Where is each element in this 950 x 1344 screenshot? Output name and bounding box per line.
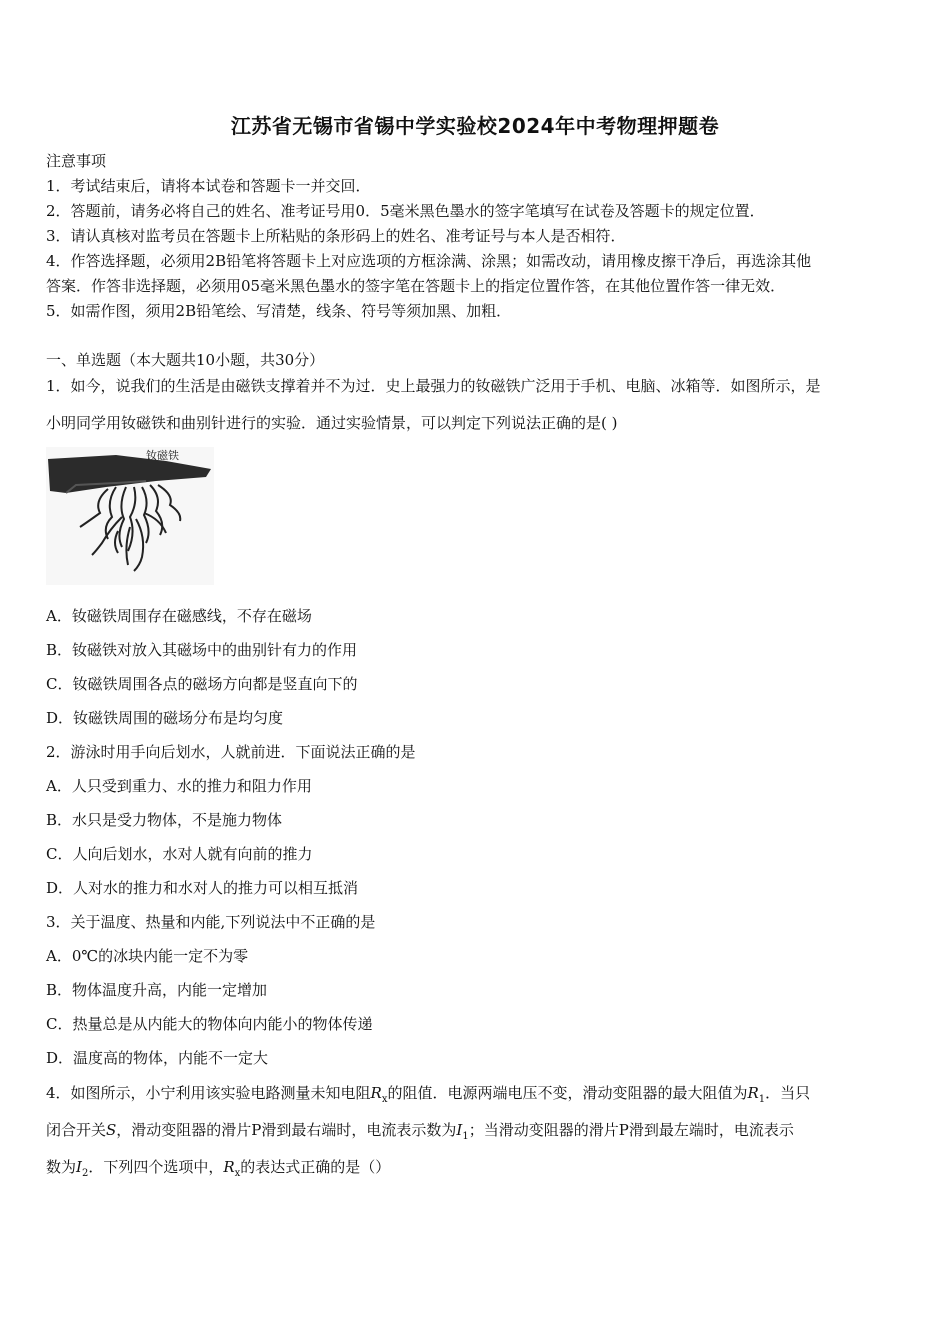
question-1-stem-line2: 小明同学用钕磁铁和曲别针进行的实验．通过实验情景，可以判定下列说法正确的是( ): [46, 414, 618, 432]
variable-i2: I: [76, 1158, 82, 1176]
question-4-stem-line3: [46, 1158, 906, 1183]
question-1-option-b: B．钕磁铁对放入其磁场中的曲别针有力的作用: [46, 641, 358, 659]
notice-heading: 注意事项: [46, 152, 107, 170]
question-3-option-b: B．物体温度升高，内能一定增加: [46, 981, 268, 999]
question-3-stem: 3．关于温度、热量和内能,下列说法中不正确的是: [46, 913, 376, 931]
variable-r1: R: [747, 1084, 759, 1102]
q4-text: 闭合开关: [46, 1121, 107, 1139]
notice-item: 4．作答选择题，必须用2B铅笔将答题卡上对应选项的方框涂满、涂黑；如需改动，请用橡皮擦干净后，再选涂其他: [46, 252, 812, 270]
question-4-stem-line2: [46, 1121, 906, 1146]
q4-text: 4．如图所示，小宁利用该实验电路测量未知电阻: [46, 1084, 371, 1102]
q4-text: 数为: [46, 1158, 77, 1176]
question-3-option-a: A．0℃的冰块内能一定不为零: [46, 947, 249, 965]
variable-rx: R: [370, 1084, 382, 1102]
notice-item: 1．考试结束后，请将本试卷和答题卡一并交回．: [46, 177, 371, 195]
question-1-stem-line1: 1．如今，说我们的生活是由磁铁支撑着并不为过．史上最强力的钕磁铁广泛用于手机、电脑、冰箱等．如图所示，是: [46, 377, 821, 395]
variable-s: S: [106, 1121, 117, 1139]
q4-text: 的阻值．电源两端电压不变，滑动变阻器的最大阻值为: [387, 1084, 748, 1102]
notice-item: 2．答题前，请务必将自己的姓名、准考证号用0．5毫米黑色墨水的签字笔填写在试卷及答题卡的规定位置．: [46, 202, 765, 220]
page-title: 江苏省无锡市省锡中学实验校2024年中考物理押题卷: [230, 114, 720, 138]
subscript: 2: [81, 1168, 89, 1179]
question-2-option-d: D．人对水的推力和水对人的推力可以相互抵消: [46, 879, 359, 897]
question-2-option-a: A．人只受到重力、水的推力和阻力作用: [46, 777, 312, 795]
subscript: 1: [758, 1094, 766, 1105]
question-1-option-a: A．钕磁铁周围存在磁感线，不存在磁场: [46, 607, 312, 625]
variable-rx: R: [223, 1158, 235, 1176]
magnet-paperclip-figure: [46, 447, 214, 585]
q4-text: ．下列四个选项中，: [88, 1158, 224, 1176]
notice-item: 答案．作答非选择题，必须用05毫米黑色墨水的签字笔在答题卡上的指定位置作答，在其他位置作答一律无效．: [46, 277, 786, 295]
subscript: x: [234, 1168, 241, 1179]
notice-item: 5．如需作图，须用2B铅笔绘、写清楚，线条、符号等须加黑、加粗．: [46, 302, 512, 320]
question-1-option-c: C．钕磁铁周围各点的磁场方向都是竖直向下的: [46, 675, 358, 693]
notice-item: 3．请认真核对监考员在答题卡上所粘贴的条形码上的姓名、准考证号与本人是否相符．: [46, 227, 626, 245]
figure-label: 钕磁铁: [146, 449, 179, 462]
q4-text: 的表达式正确的是（）: [240, 1158, 391, 1176]
question-2-option-b: B．水只是受力物体，不是施力物体: [46, 811, 283, 829]
variable-i1: I: [456, 1121, 463, 1139]
subscript: 1: [462, 1131, 469, 1142]
question-4-stem-line1: [46, 1084, 906, 1109]
section-heading: 一、单选题（本大题共10小题，共30分）: [46, 351, 325, 369]
q4-text: ，滑动变阻器的滑片P滑到最右端时，电流表示数为: [116, 1121, 457, 1139]
question-3-option-c: C．热量总是从内能大的物体向内能小的物体传递: [46, 1015, 373, 1033]
question-3-option-d: D．温度高的物体，内能不一定大: [46, 1049, 269, 1067]
question-2-stem: 2．游泳时用手向后划水，人就前进．下面说法正确的是: [46, 743, 416, 761]
subscript: x: [381, 1094, 388, 1105]
question-2-option-c: C．人向后划水，水对人就有向前的推力: [46, 845, 313, 863]
q4-text: ．当只: [765, 1084, 811, 1102]
q4-text: ；当滑动变阻器的滑片P滑到最左端时，电流表示: [468, 1121, 794, 1139]
question-1-option-d: D．钕磁铁周围的磁场分布是均匀度: [46, 709, 284, 727]
magnet-illustration: [46, 447, 214, 585]
